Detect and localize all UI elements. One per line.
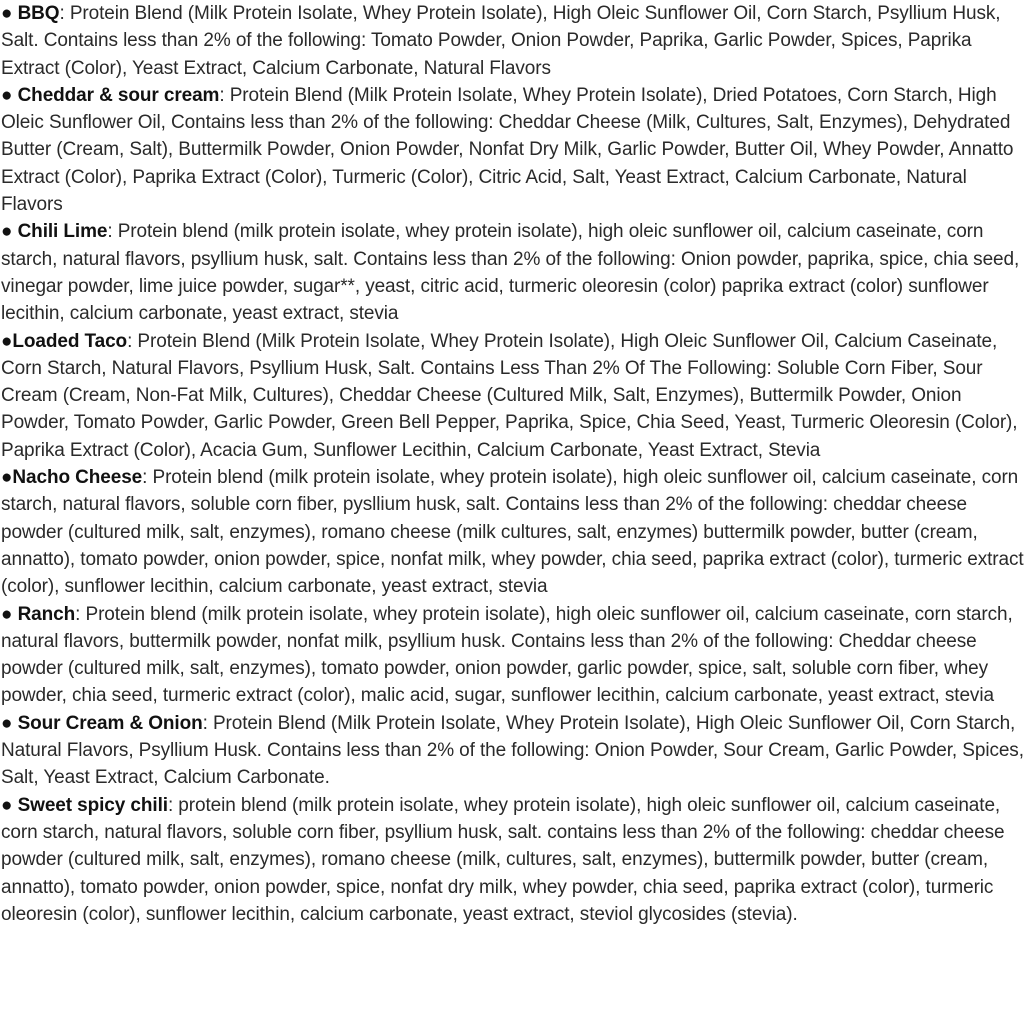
flavor-name: BBQ [17, 3, 60, 24]
bullet-icon: ● [1, 84, 18, 106]
flavor-name: Nacho Cheese [12, 467, 143, 489]
ingredient-list: : Protein Blend (Milk Protein Isolate, Whey Protein Isolate), High Oleic Sunflower Oil, Corn Starch, Natural Flavors, Psyllium Husk. Contains less than 2% of the following: Onion Powder, Sour Cream, Garlic Powder, Spices, Salt, Yeast Extract, Calcium Carbonate. [1, 712, 1024, 789]
bullet-icon: ● [1, 221, 18, 243]
ingredient-list: : Protein blend (milk protein isolate, whey protein isolate), high oleic sunflower oil, calcium caseinate, corn starch, natural flavors, psyllium husk, salt. Contains less than 2% of the following: Onion powder, paprika, spice, chia seed, vinegar powder, lime juice powder, sugar**, yeast, citric acid, turmeric oleoresin (color) paprika extract (color) sunflower lecithin, calcium carbonate, yeast extract, stevia [1, 221, 1020, 325]
ingredient-entry-ranch [1, 601, 1024, 710]
flavor-name: Sour Cream & Onion [17, 712, 203, 734]
bullet-icon: ● [1, 3, 18, 24]
ingredient-entry-cheddar-sour-cream [1, 82, 1024, 218]
ingredient-list: : Protein Blend (Milk Protein Isolate, Whey Protein Isolate), High Oleic Sunflower Oil, Corn Starch, Psyllium Husk, Salt. Contains less than 2% of the following: Tomato Powder, Onion Powder, Paprika, Garlic Powder, Spices, Paprika Extract (Color), Yeast Extract, Calcium Carbonate, Natural Flavors [1, 3, 1001, 79]
ingredient-entry-bbq [1, 0, 1024, 82]
ingredient-list: : Protein Blend (Milk Protein Isolate, Whey Protein Isolate), High Oleic Sunflower Oil, Calcium Caseinate, Corn Starch, Natural Flavors, Psyllium Husk, Salt. Contains Less Than 2% Of The Following: Soluble Corn Fiber, Sour Cream (Cream, Non-Fat Milk, Cultures), Cheddar Cheese (Cultured Milk, Salt, Enzymes), Buttermilk Powder, Onion Powder, Tomato Powder, Garlic Powder, Green Bell Pepper, Paprika, Spice, Chia Seed, Yeast, Turmeric Oleoresin (Color), Paprika Extract (Color), Acacia Gum, Sunflower Lecithin, Calcium Carbonate, Yeast Extract, Stevia [1, 330, 1018, 461]
flavor-name: Chili Lime [17, 221, 108, 243]
ingredient-entry-chili-lime [1, 218, 1024, 327]
ingredient-entry-loaded-taco [1, 328, 1024, 464]
flavor-name: Sweet spicy chili [17, 794, 168, 816]
bullet-icon: ● [1, 794, 18, 816]
ingredient-list: : protein blend (milk protein isolate, whey protein isolate), high oleic sunflower oil, calcium caseinate, corn starch, natural flavors, soluble corn fiber, psyllium husk, salt. contains less than 2% of the following: cheddar cheese powder (cultured milk, salt, enzymes), romano cheese (milk, cultures, salt, enzymes), buttermilk powder, butter (cream, annatto), tomato powder, onion powder, spice, nonfat dry milk, whey powder, chia seed, paprika extract (color), turmeric oleoresin (color), sunflower lecithin, calcium carbonate, yeast extract, steviol glycosides (stevia). [1, 794, 1005, 925]
ingredient-entry-sweet-spicy-chili [1, 792, 1024, 928]
bullet-icon: ● [1, 712, 18, 734]
ingredient-list: : Protein Blend (Milk Protein Isolate, Whey Protein Isolate), Dried Potatoes, Corn Starch, High Oleic Sunflower Oil, Contains less than 2% of the following: Cheddar Cheese (Milk, Cultures, Salt, Enzymes), Dehydrated Butter (Cream, Salt), Buttermilk Powder, Onion Powder, Nonfat Dry Milk, Garlic Powder, Butter Oil, Whey Powder, Annatto Extract (Color), Paprika Extract (Color), Turmeric (Color), Citric Acid, Salt, Yeast Extract, Calcium Carbonate, Natural Flavors [1, 84, 1014, 216]
ingredient-list: : Protein blend (milk protein isolate, whey protein isolate), high oleic sunflower oil, calcium caseinate, corn starch, natural flavors, buttermilk powder, nonfat milk, psyllium husk. Contains less than 2% of the following: Cheddar cheese powder (cultured milk, salt, enzymes), tomato powder, onion powder, garlic powder, spice, salt, soluble corn fiber, whey powder, chia seed, turmeric extract (color), malic acid, sugar, sunflower lecithin, calcium carbonate, yeast extract, stevia [1, 603, 1013, 707]
flavor-name: Loaded Taco [12, 330, 128, 352]
ingredient-entry-nacho-cheese [1, 464, 1024, 600]
flavor-name: Ranch [17, 603, 76, 625]
ingredient-list: : Protein blend (milk protein isolate, whey protein isolate), high oleic sunflower oil, calcium caseinate, corn starch, natural flavors, soluble corn fiber, pysllium husk, salt. Contains less than 2% of the following: cheddar cheese powder (cultured milk, salt, enzymes), romano cheese (milk cultures, salt, enzymes) buttermilk powder, butter (cream, annatto), tomato powder, onion powder, spice, nonfat milk, whey powder, chia seed, paprika extract (color), turmeric extract (color), sunflower lecithin, calcium carbonate, yeast extract, stevia [1, 467, 1024, 598]
bullet-icon: ● [1, 603, 18, 625]
ingredient-entry-sour-cream-onion [1, 710, 1024, 792]
bullet-icon: ● [1, 467, 13, 489]
flavor-name: Cheddar & sour cream [17, 84, 220, 106]
bullet-icon: ● [1, 330, 13, 352]
